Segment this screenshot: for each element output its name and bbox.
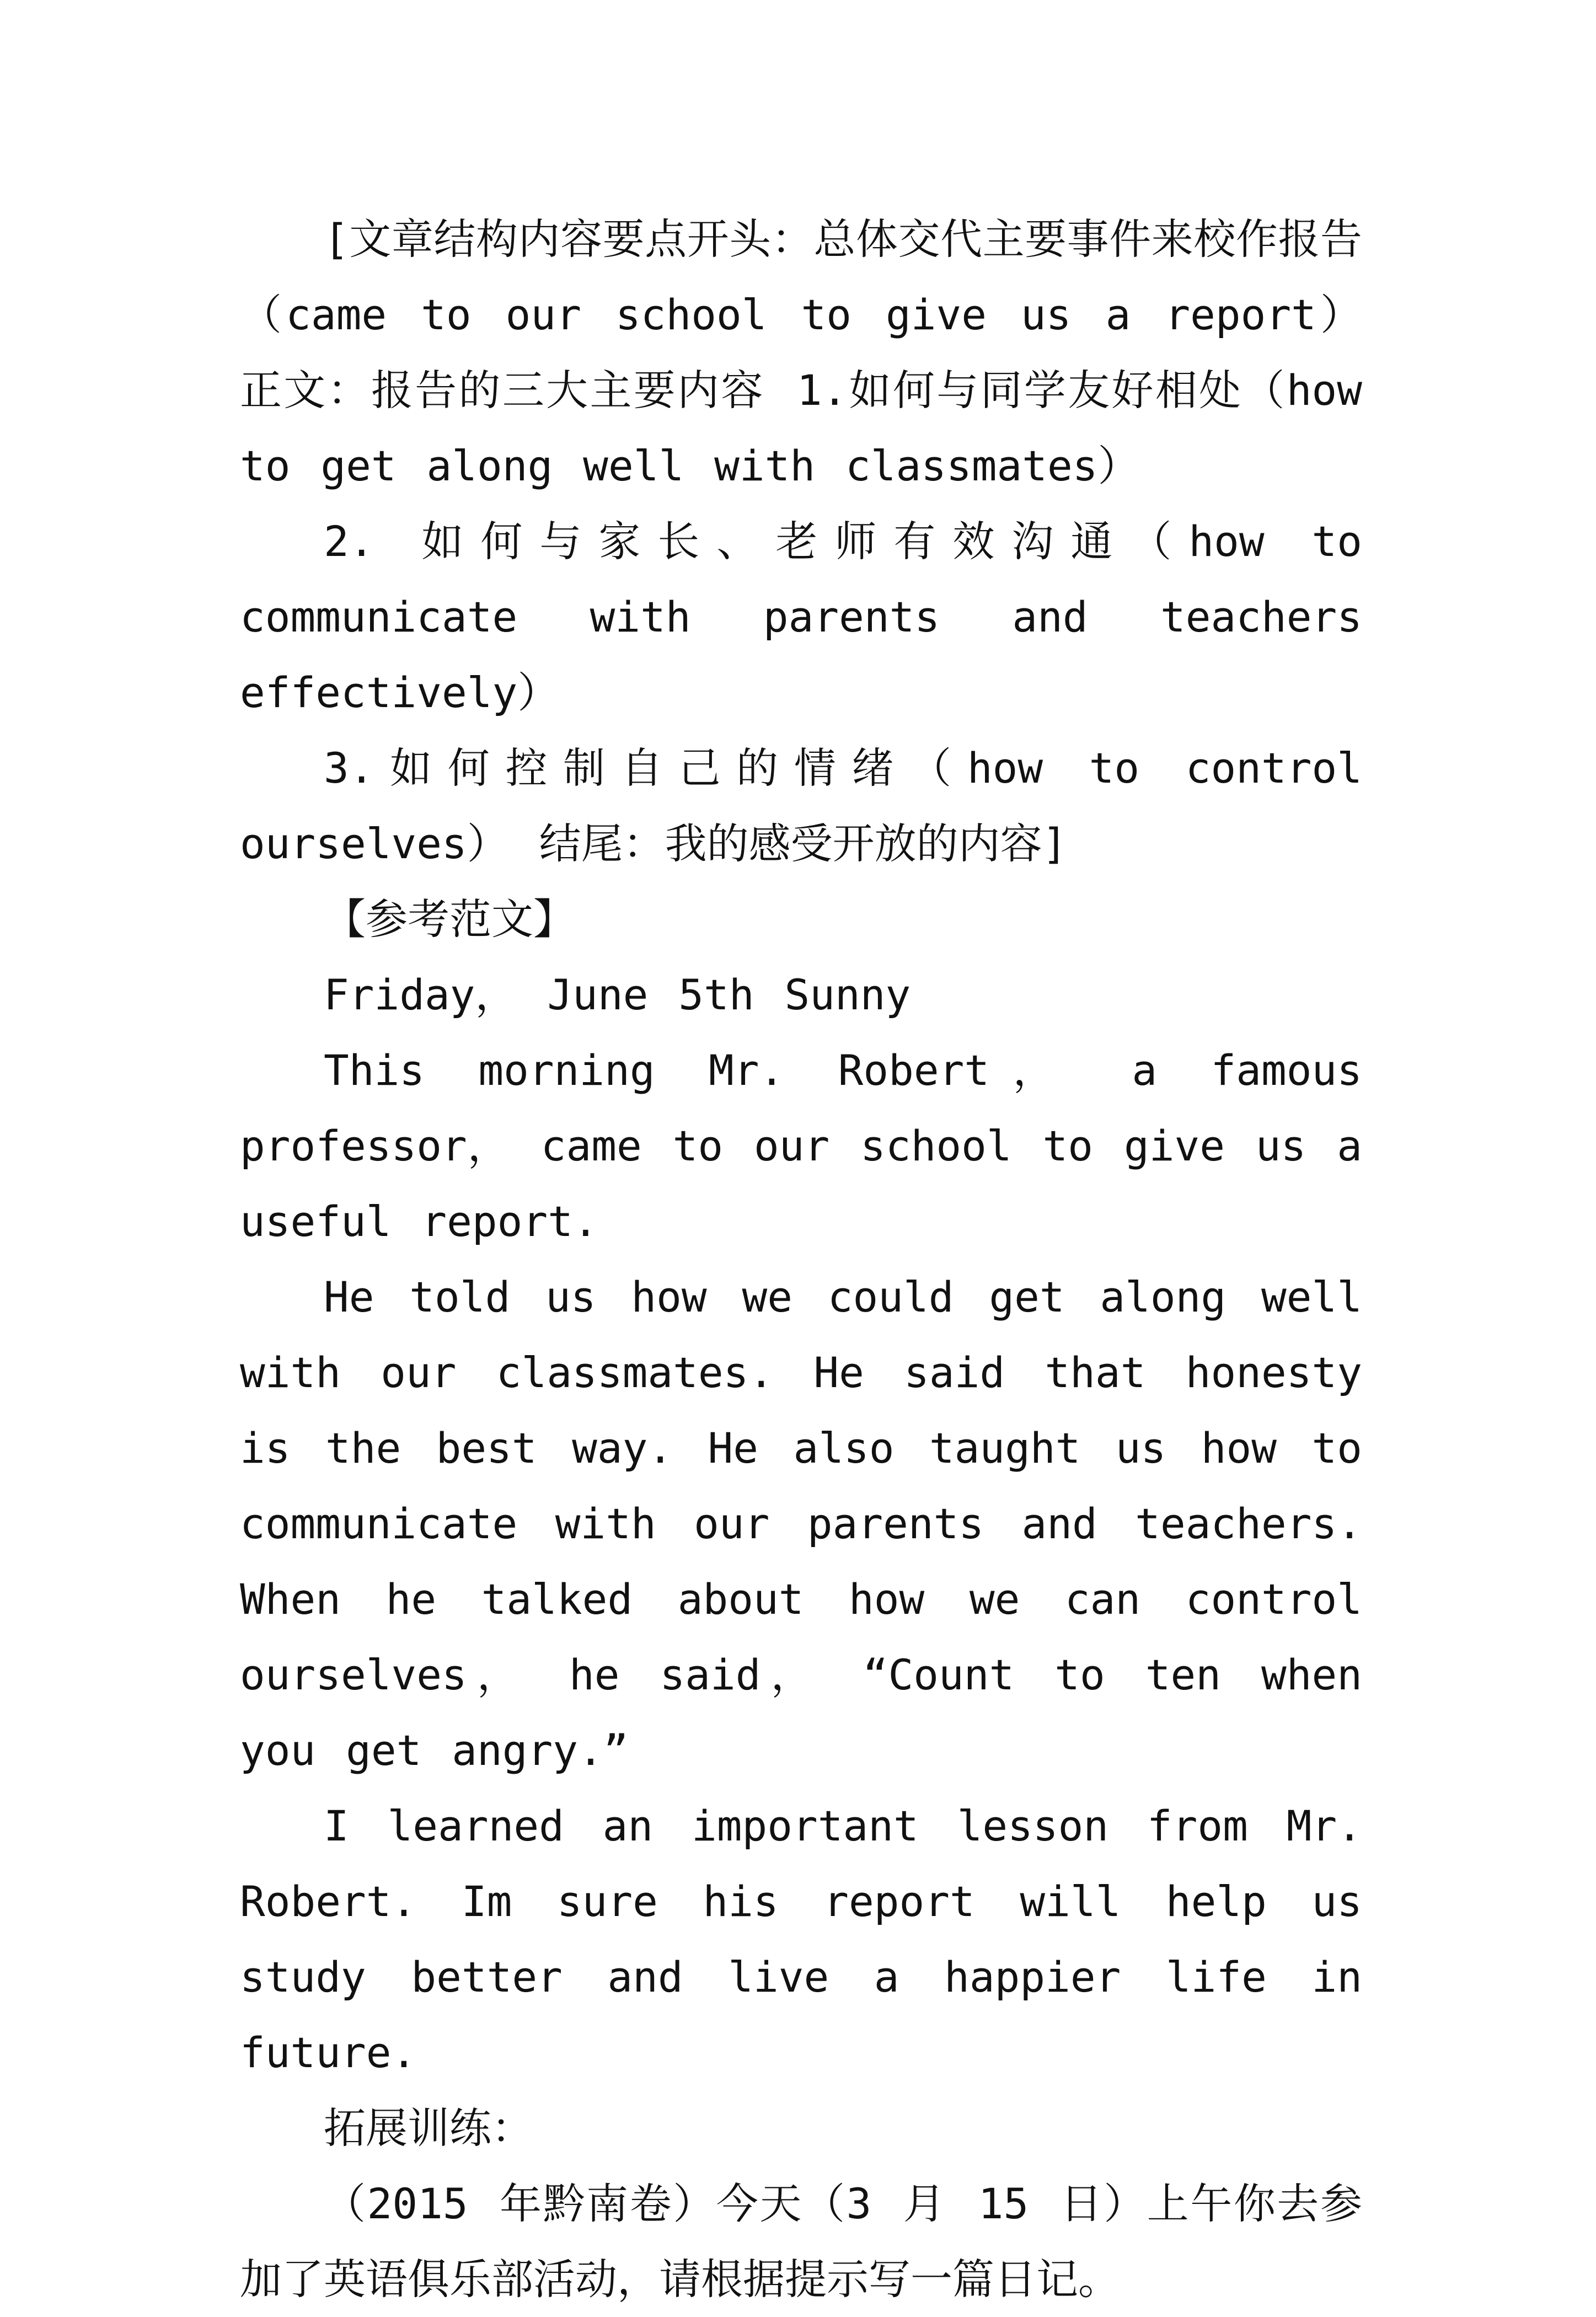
diary-paragraph-2: He told us how we could get along well with our classmates. He said that honesty is the best way. He also taught us how to communicate with our parents and teachers. When he talked about how we can control ourselves， he said， “Count to ten when you get angry.” [240,1272,1362,1775]
structure-note-point-3: 3.如何控制自己的情绪（how to control ourselves） 结尾：我的感受开放的内容] [240,743,1362,868]
structure-note-point-2: 2. 如何与家长、老师有效沟通（how to communicate with parents and teachers effectively） [240,517,1362,717]
practice-prompt: （2015 年黔南卷）今天（3 月 15 日）上午你去参加了英语俱乐部活动，请根据提示写一篇日记。 [240,2179,1362,2304]
sample-essay-heading: 【参考范文】 [324,895,575,944]
structure-note-intro: [文章结构内容要点开头：总体交代主要事件来校作报告（came to our school to give us a report） 正文：报告的三大主要内容 1.如何与同学友好相处（how to get along well with classmates） [240,215,1362,490]
document-page [240,201,1362,2317]
diary-paragraph-3: I learned an important lesson from Mr. Robert. Im sure his report will help us study better and live a happier life in future. [240,1801,1362,2077]
practice-heading: 拓展训练： [324,2104,533,2153]
diary-date-line: Friday， June 5th Sunny [324,970,911,1019]
diary-paragraph-1: This morning Mr. Robert， a famous professor， came to our school to give us a useful report. [240,1046,1362,1246]
